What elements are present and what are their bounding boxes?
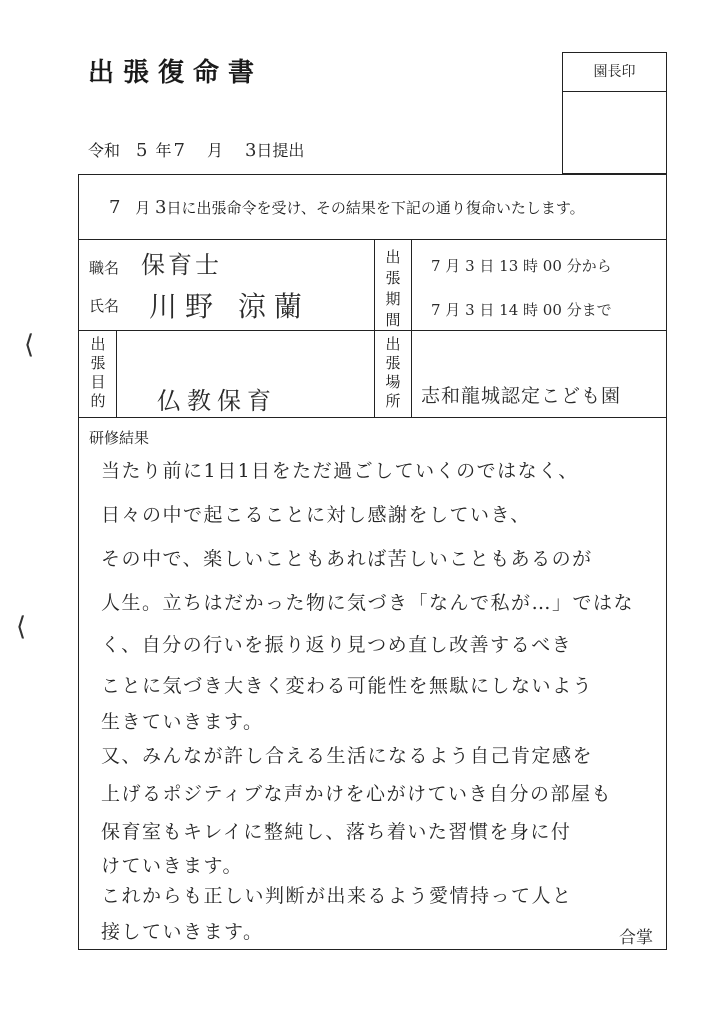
purpose-value: 仏教保育 <box>157 387 277 415</box>
results-line: 保育室もキレイに整純し、落ち着いた習慣を身に付 <box>101 821 572 843</box>
results-line: 当たり前に1日1日をただ過ごしていくのではなく、 <box>101 460 579 482</box>
margin-mark: ⟨ <box>24 330 35 360</box>
document-title: 出張復命書 <box>88 58 264 88</box>
results-line: 生きていきます。 <box>101 711 264 733</box>
submission-date <box>88 138 304 161</box>
date-year: 5 <box>136 140 148 161</box>
purpose-label: 出張目的 <box>90 335 106 410</box>
results-line: 接していきます。 <box>101 921 264 943</box>
order-day: 3 <box>155 197 167 218</box>
results-line: これからも正しい判断が出来るよう愛情持って人と <box>101 885 573 907</box>
results-line: 上げるポジティブな声かけを心がけていき自分の部屋も <box>101 783 612 805</box>
role-value: 保育士 <box>141 251 222 279</box>
date-era: 令和 <box>88 141 121 160</box>
divider <box>79 417 666 418</box>
principal-stamp-label: 園長印 <box>563 53 666 92</box>
order-text-b: 日に出張命令を受け、その結果を下記の通り復命いたします。 <box>166 199 585 217</box>
results-line: 日々の中で起こることに対し感謝をしていき、 <box>101 504 531 526</box>
name-value: 川野 涼蘭 <box>149 290 310 323</box>
results-line: その中で、楽しいこともあれば苦しいこともあるのが <box>101 548 593 570</box>
date-month: 7 <box>173 140 185 161</box>
divider <box>79 239 666 240</box>
divider <box>411 239 412 417</box>
name-label: 氏名 <box>89 297 120 315</box>
margin-mark: ⟨ <box>16 612 27 642</box>
order-text-a: 月 <box>135 199 151 217</box>
results-line: 人生。立ちはだかった物に気づき「なんで私が…」ではな <box>101 592 635 614</box>
order-statement <box>109 197 585 218</box>
place-value: 志和龍城認定こども園 <box>421 385 622 407</box>
divider <box>79 330 666 331</box>
principal-stamp-box <box>562 52 667 174</box>
date-month-unit: 月 <box>206 141 223 160</box>
results-line: ことに気づき大きく変わる可能性を無駄にしないよう <box>101 675 594 697</box>
results-label: 研修結果 <box>89 429 150 447</box>
date-suffix: 日提出 <box>256 141 305 160</box>
period-to: 7 月 3 日 14 時 00 分まで <box>431 301 612 319</box>
results-line: けていきます。 <box>101 855 243 877</box>
period-label: 出張期間 <box>385 248 401 329</box>
divider <box>116 330 117 417</box>
order-month: 7 <box>109 197 121 218</box>
results-line: 又、みんなが許し合える生活になるよう自己肯定感を <box>101 745 594 767</box>
closing-mark: 合掌 <box>619 928 653 948</box>
date-year-unit: 年 <box>155 141 172 160</box>
place-label: 出張場所 <box>385 335 401 410</box>
results-line: く、自分の行いを振り返り見つめ直し改善するべき <box>101 634 573 656</box>
report-form <box>78 174 667 950</box>
role-label: 職名 <box>89 259 120 277</box>
divider <box>374 239 375 417</box>
period-from: 7 月 3 日 13 時 00 分から <box>431 257 612 275</box>
date-day: 3 <box>244 140 257 161</box>
